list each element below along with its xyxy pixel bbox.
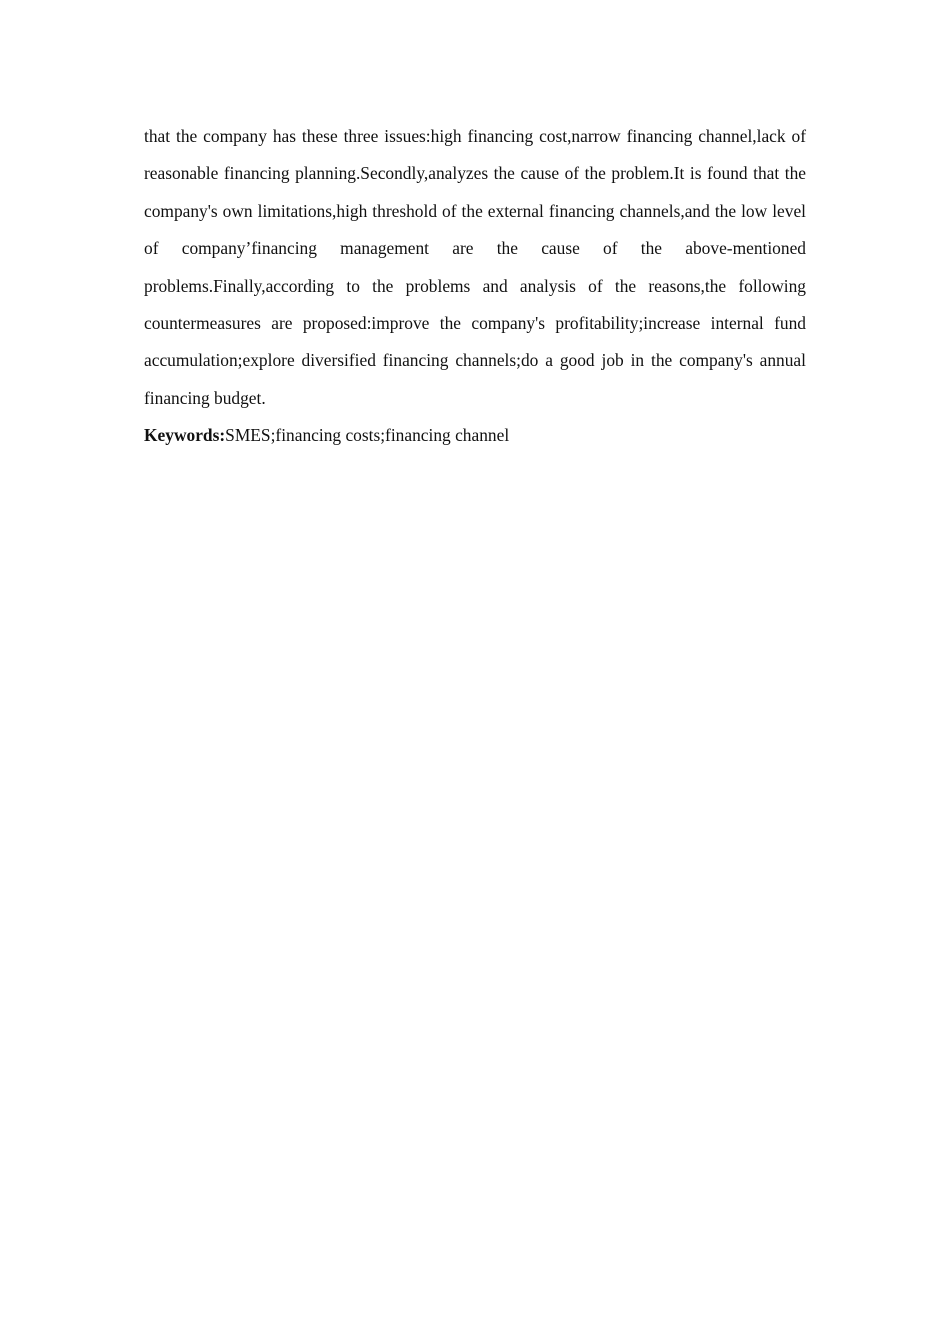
abstract-paragraph: that the company has these three issues:high financing cost,narrow financing channel,lack of reasonable financing planning.Secondly,analyzes the cause of the problem.It is found that the company's own limitations,high threshold of the external financing channels,and the low level of company’financing management are the cause of the above-mentioned problems.Finally,according to the problems and analysis of the reasons,the following countermeasures are proposed:improve the company's profitability;increase internal fund accumulation;explore diversified financing channels;do a good job in the company's annual financing budget. <box>144 126 806 408</box>
keywords-line <box>144 419 806 451</box>
keywords-label: Keywords: <box>144 425 226 445</box>
keywords-value: SMES;financing costs;financing channel <box>225 425 510 445</box>
